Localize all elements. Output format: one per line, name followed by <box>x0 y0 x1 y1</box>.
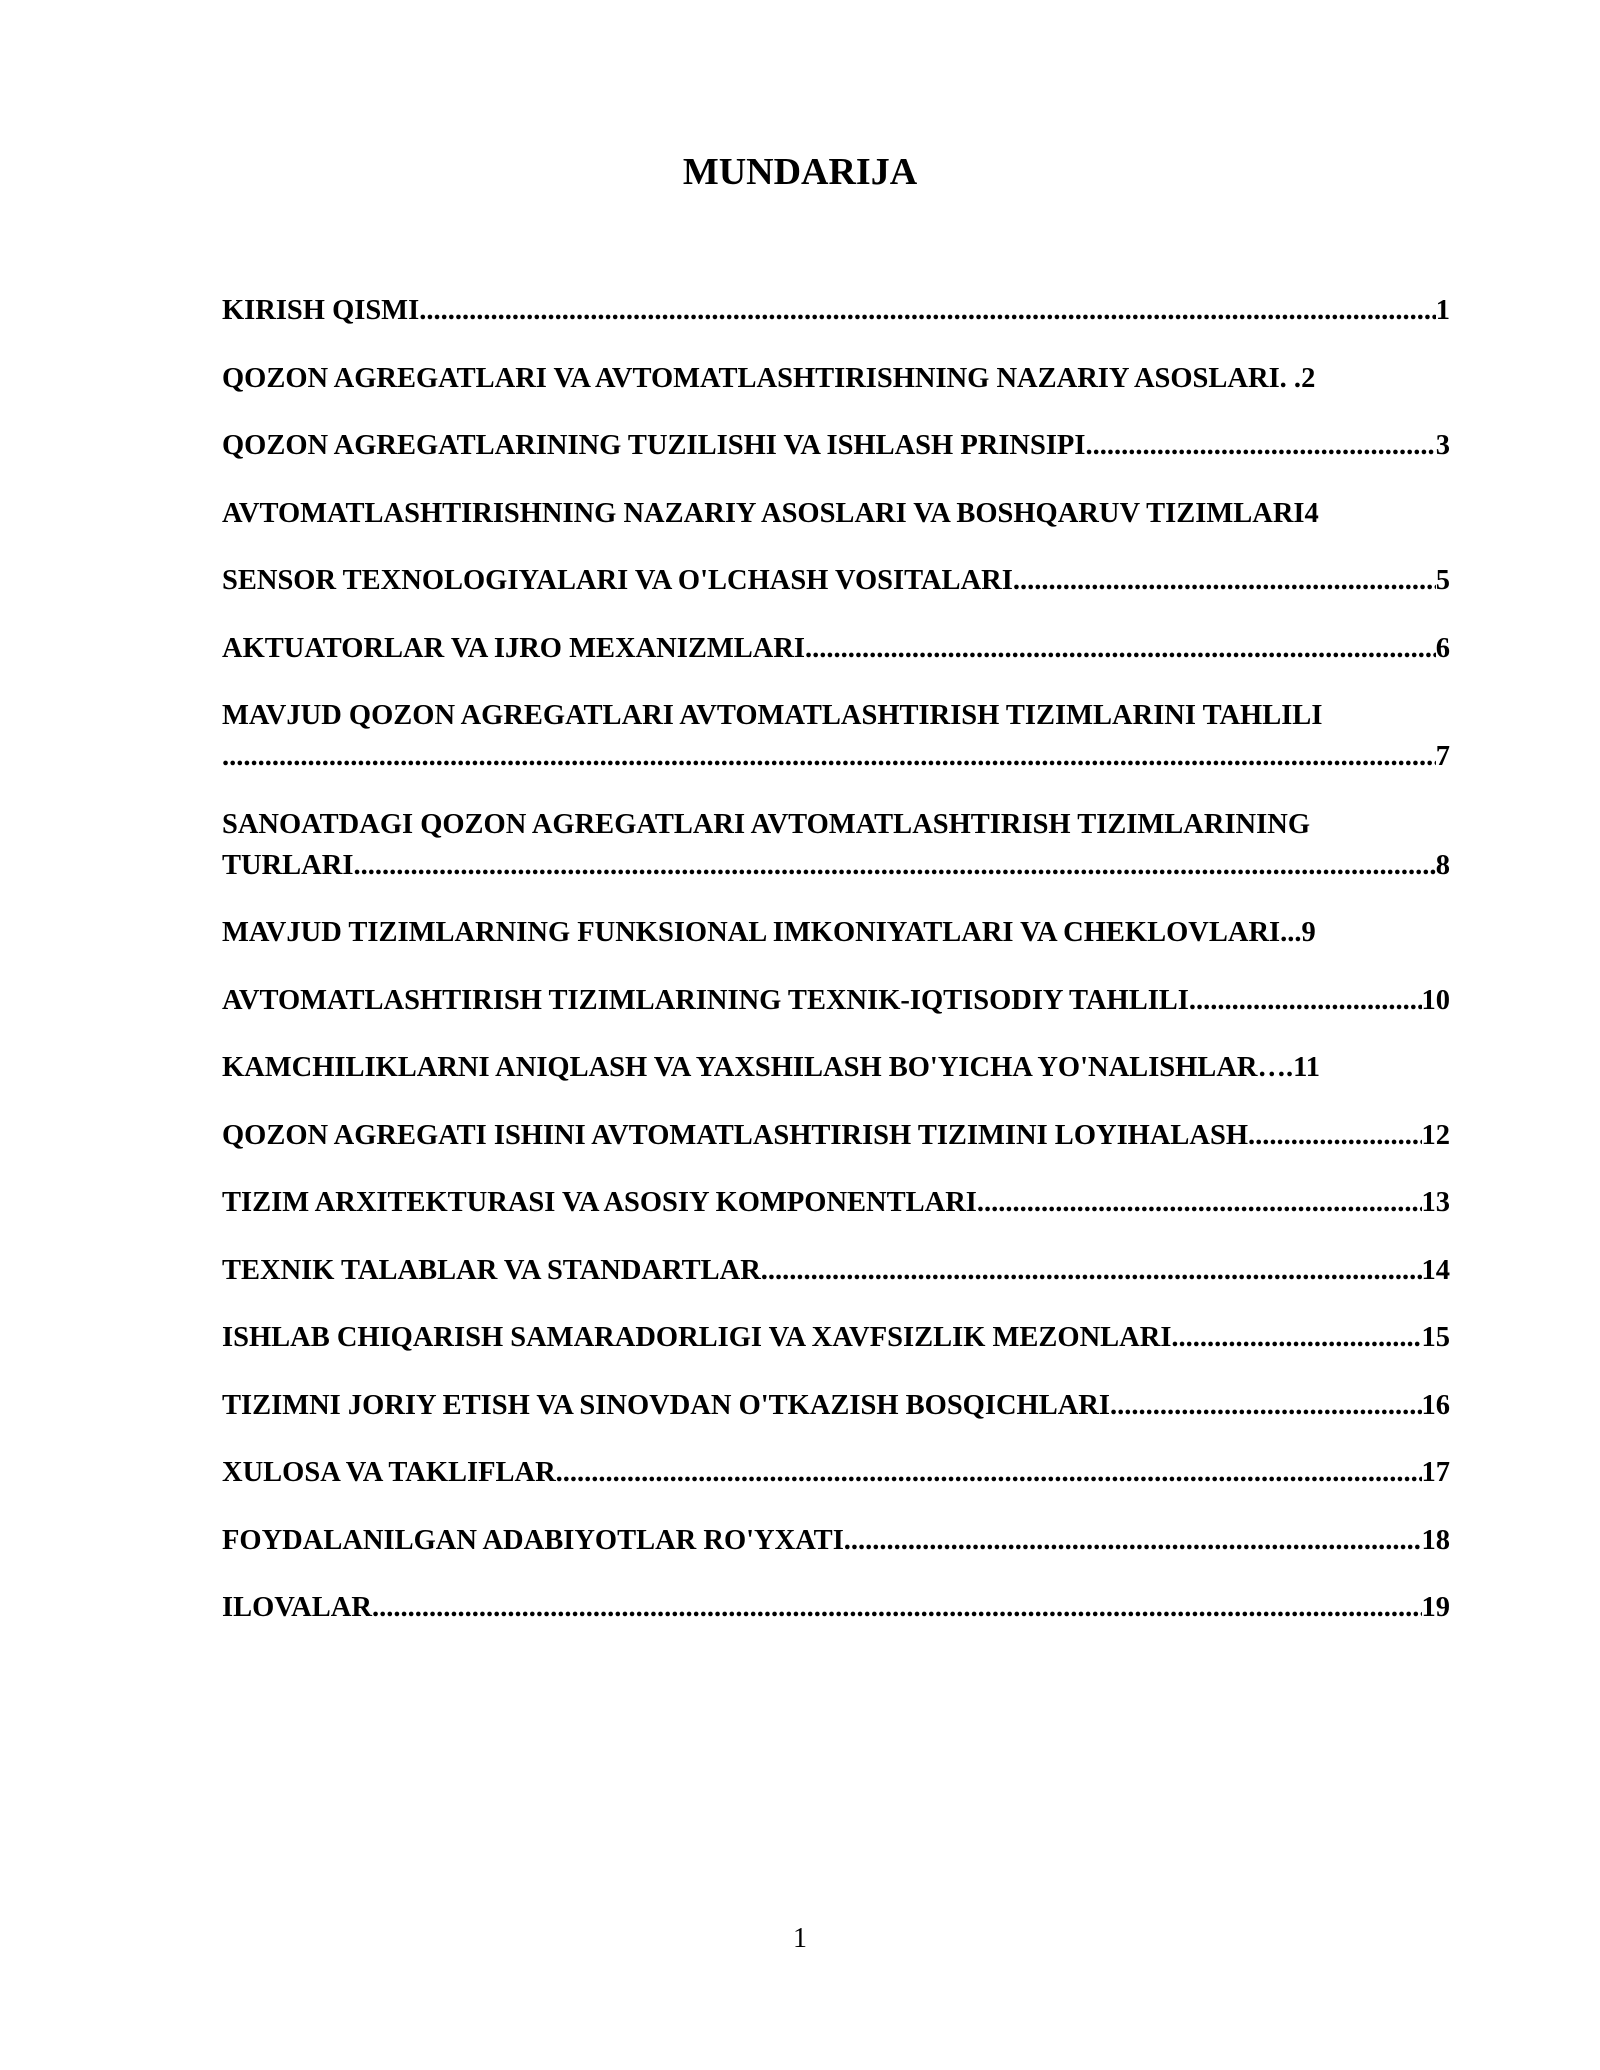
dot-leader <box>556 1452 1422 1493</box>
toc-entry-label: TEXNIK TALABLAR VA STANDARTLAR <box>222 1254 761 1286</box>
toc-entry-label-line1: MAVJUD QOZON AGREGATLARI AVTOMATLASHTIRISH TIZIMLARINI TAHLILI <box>222 700 1323 731</box>
toc-entry-label: KAMCHILIKLARNI ANIQLASH VA YAXSHILASH BO'YICHA YO'NALISHLAR…. <box>222 1052 1294 1083</box>
toc-entry-label: TIZIM ARXITEKTURASI VA ASOSIY KOMPONENTLARI <box>222 1187 977 1218</box>
toc-entry[interactable] <box>222 1520 1450 1561</box>
dot-leader <box>222 736 1436 777</box>
toc-entry-page: 11 <box>1293 1052 1321 1083</box>
toc-entry-page: 4 <box>1304 497 1319 529</box>
toc-entry-page: 17 <box>1421 1457 1450 1488</box>
toc-entry[interactable] <box>222 493 1450 534</box>
toc-entry-label: MAVJUD TIZIMLARNING FUNKSIONAL IMKONIYATLARI VA CHEKLOVLARI... <box>222 917 1302 948</box>
dot-leader <box>353 845 1435 886</box>
dot-leader <box>761 1250 1422 1291</box>
dot-leader <box>977 1182 1422 1223</box>
toc-entry[interactable] <box>222 1115 1450 1156</box>
toc-entry-page: 14 <box>1421 1254 1450 1286</box>
table-of-contents <box>222 290 1450 1655</box>
toc-entry-label: TURLARI <box>222 849 354 881</box>
toc-entry-label-line1: SANOATDAGI QOZON AGREGATLARI AVTOMATLASHTIRISH TIZIMLARINING <box>222 808 1310 840</box>
toc-entry-page: 13 <box>1421 1187 1450 1218</box>
dot-leader <box>1013 560 1436 601</box>
toc-entry[interactable] <box>222 358 1450 399</box>
dot-leader <box>419 290 1436 331</box>
dot-leader <box>372 1587 1422 1628</box>
toc-entry-label: AVTOMATLASHTIRISHNING NAZARIY ASOSLARI VA BOSHQARUV TIZIMLARI <box>222 497 1305 529</box>
dot-leader <box>1171 1317 1421 1358</box>
dot-leader <box>844 1520 1422 1561</box>
toc-entry-page: 7 <box>1435 741 1450 772</box>
dot-leader <box>1085 425 1435 466</box>
toc-entry-label: ISHLAB CHIQARISH SAMARADORLIGI VA XAVFSIZLIK MEZONLARI <box>222 1322 1172 1353</box>
toc-entry-label: SENSOR TEXNOLOGIYALARI VA O'LCHASH VOSITALARI <box>222 565 1013 596</box>
toc-entry-label: QOZON AGREGATI ISHINI AVTOMATLASHTIRISH TIZIMINI LOYIHALASH <box>222 1119 1249 1151</box>
toc-entry-label: ILOVALAR <box>222 1592 372 1623</box>
toc-entry-page: 15 <box>1421 1322 1450 1353</box>
toc-entry-label: XULOSA VA TAKLIFLAR <box>222 1457 556 1488</box>
toc-entry-page: 1 <box>1435 295 1450 326</box>
toc-entry-page: 18 <box>1421 1524 1450 1556</box>
toc-entry-page: 12 <box>1421 1119 1450 1151</box>
toc-entry[interactable] <box>222 290 1450 331</box>
toc-entry[interactable] <box>222 1385 1450 1426</box>
toc-entry[interactable] <box>222 980 1450 1021</box>
toc-entry[interactable] <box>222 1047 1450 1088</box>
toc-entry-page: 8 <box>1435 849 1450 881</box>
toc-entry-page: 6 <box>1435 632 1450 664</box>
dot-leader <box>805 628 1436 669</box>
toc-entry-label: KIRISH QISMI <box>222 295 420 326</box>
document-title: MUNDARIJA <box>682 151 918 193</box>
toc-entry-label: QOZON AGREGATLARI VA AVTOMATLASHTIRISHNING NAZARIY ASOSLARI. . <box>222 362 1302 394</box>
toc-entry-label: TIZIMNI JORIY ETISH VA SINOVDAN O'TKAZISH BOSQICHLARI <box>222 1389 1110 1421</box>
dot-leader <box>1189 980 1422 1021</box>
toc-entry-label: QOZON AGREGATLARINING TUZILISHI VA ISHLASH PRINSIPI <box>222 430 1086 461</box>
toc-entry[interactable] <box>222 912 1450 953</box>
toc-entry[interactable] <box>222 804 1450 886</box>
toc-entry-page: 9 <box>1301 917 1316 948</box>
page-number: 1 <box>793 1923 807 1954</box>
toc-entry-page: 19 <box>1421 1592 1450 1623</box>
toc-entry[interactable] <box>222 628 1450 669</box>
toc-entry[interactable] <box>222 425 1450 466</box>
toc-entry[interactable] <box>222 1317 1450 1358</box>
toc-entry[interactable] <box>222 695 1450 777</box>
toc-entry[interactable] <box>222 1452 1450 1493</box>
toc-entry-page: 10 <box>1421 984 1450 1016</box>
dot-leader <box>1248 1115 1421 1156</box>
toc-entry[interactable] <box>222 1587 1450 1628</box>
toc-entry-page: 16 <box>1421 1389 1450 1421</box>
toc-entry[interactable] <box>222 560 1450 601</box>
toc-entry-page: 2 <box>1301 362 1316 394</box>
toc-entry-label: FOYDALANILGAN ADABIYOTLAR RO'YXATI <box>222 1524 844 1556</box>
toc-entry-page: 3 <box>1435 430 1450 461</box>
toc-entry-label: AKTUATORLAR VA IJRO MEXANIZMLARI <box>222 632 806 664</box>
dot-leader <box>1110 1385 1422 1426</box>
toc-entry[interactable] <box>222 1250 1450 1291</box>
toc-entry[interactable] <box>222 1182 1450 1223</box>
toc-entry-page: 5 <box>1435 565 1450 596</box>
toc-entry-label: AVTOMATLASHTIRISH TIZIMLARINING TEXNIK-IQTISODIY TAHLILI <box>222 984 1189 1016</box>
